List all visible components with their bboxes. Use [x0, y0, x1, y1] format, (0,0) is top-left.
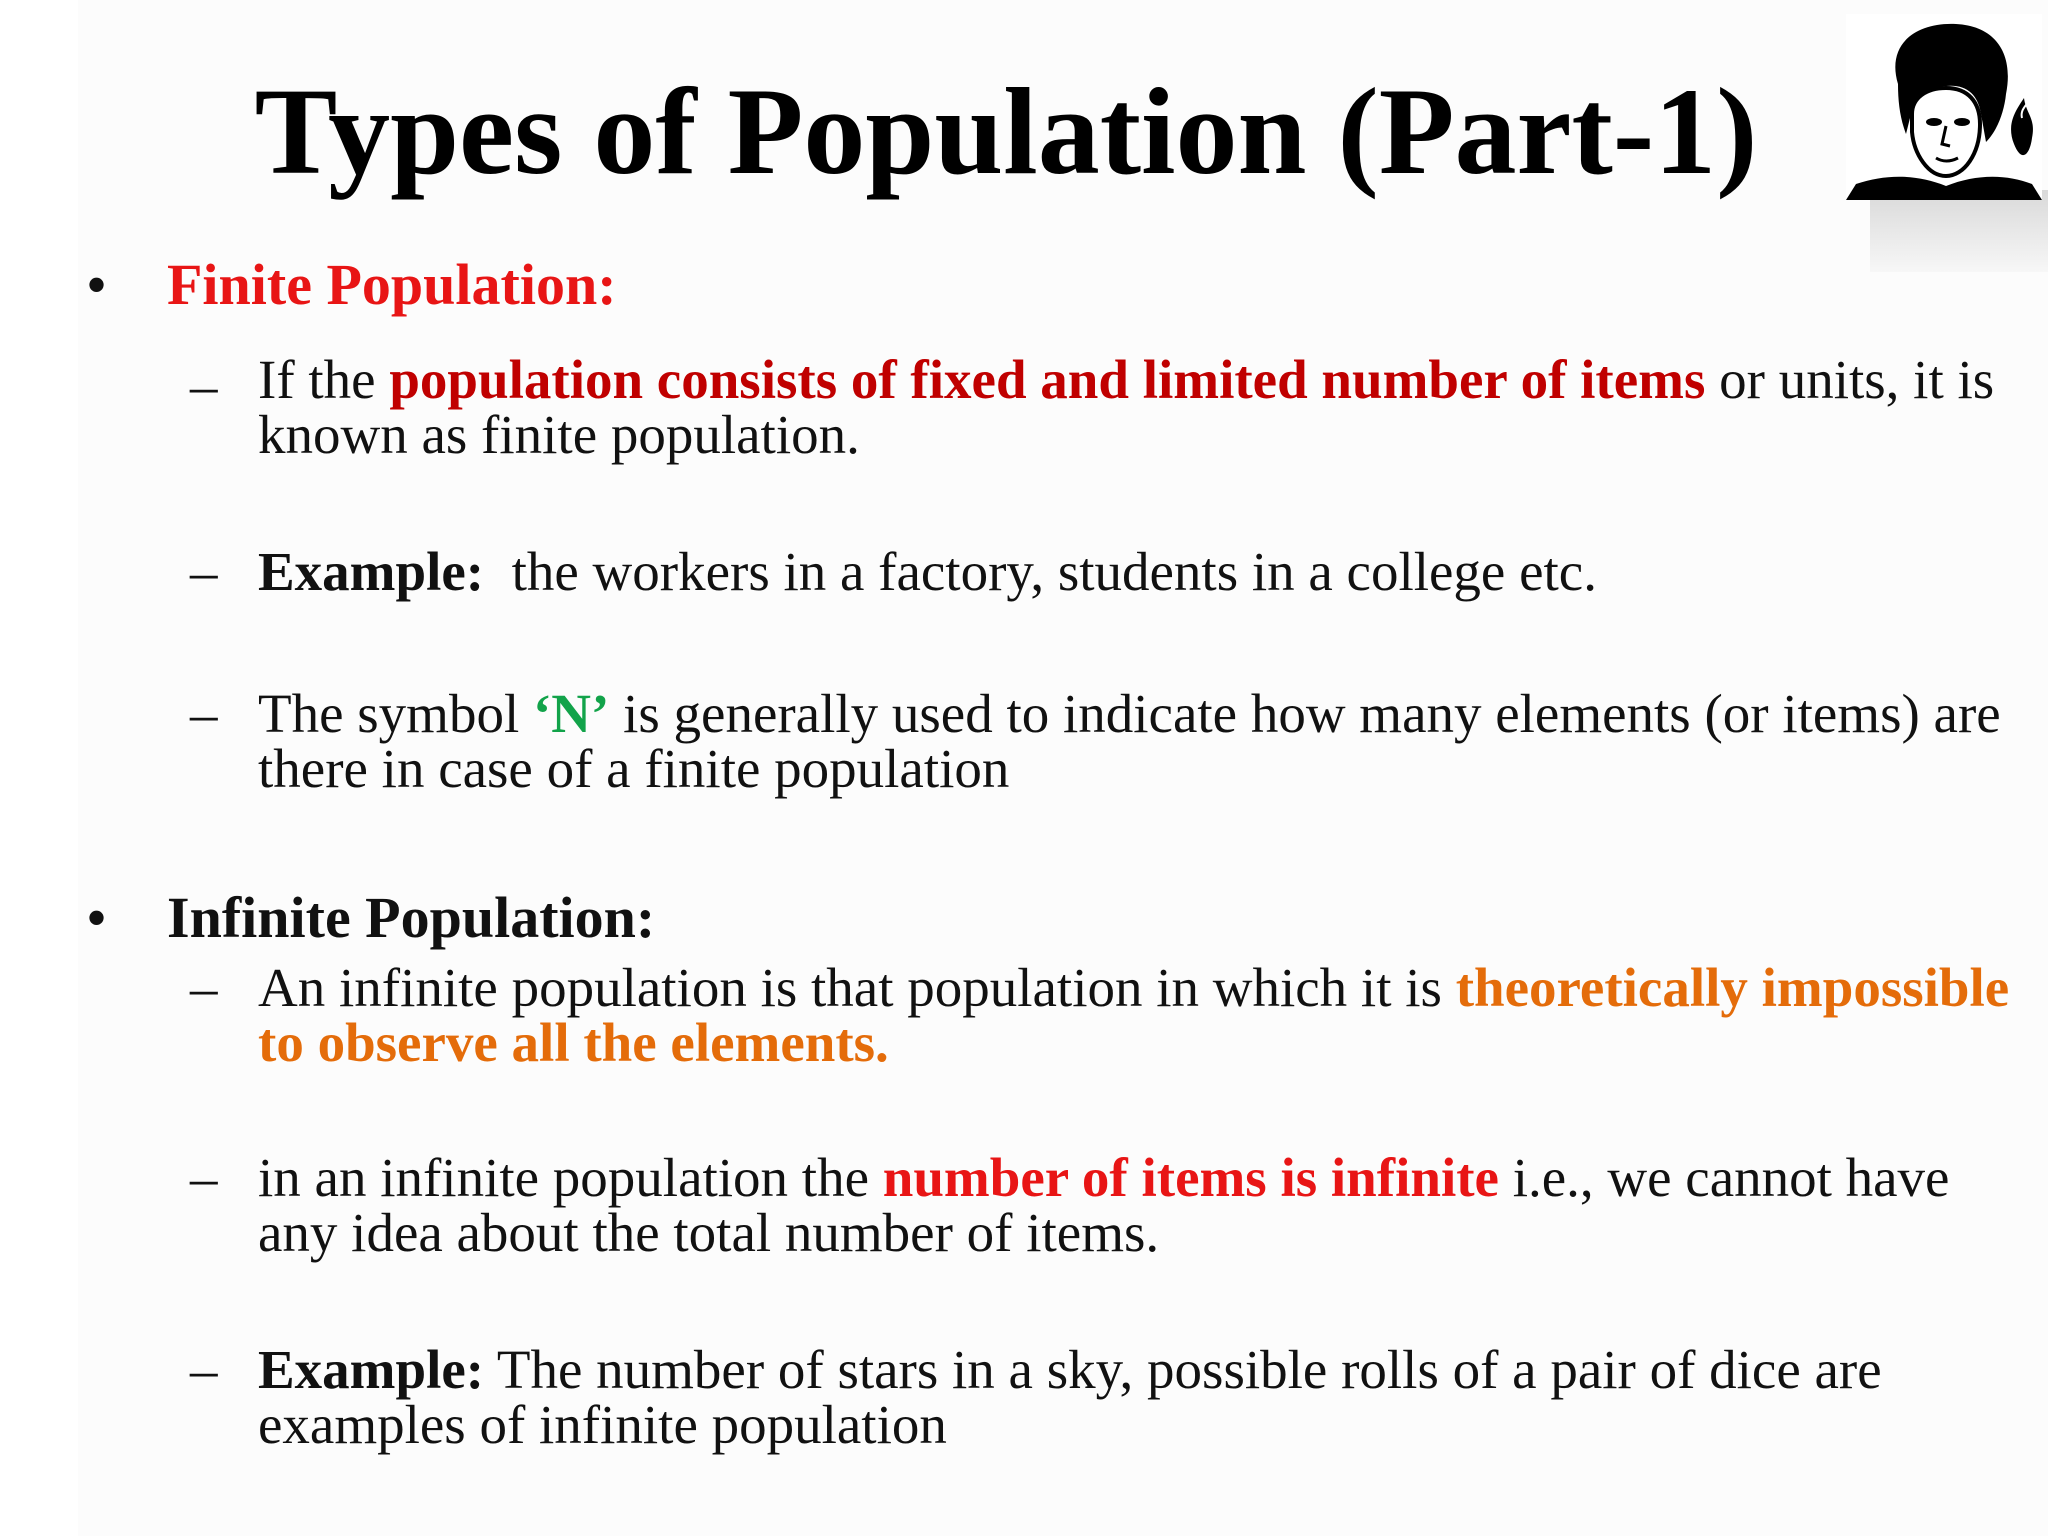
- symbol-n: ‘N’: [532, 683, 610, 744]
- infinite-example-label: Example:: [258, 1339, 485, 1400]
- infinite-heading: Infinite Population:: [167, 885, 656, 950]
- dash-finite-1: –: [190, 355, 218, 416]
- infinite-example: Example: The number of stars in a sky, possible rolls of a pair of dice are examples of infinite population: [258, 1339, 1896, 1455]
- finite-example: Example: the workers in a factory, students in a college etc.: [258, 541, 1597, 602]
- finite-example-label: Example:: [258, 541, 485, 602]
- finite-definition-highlight: population consists of fixed and limited number of items: [389, 349, 1706, 410]
- finite-symbol-note: The symbol ‘N’ is generally used to indicate how many elements (or items) are there in case of a finite population: [258, 683, 2001, 799]
- bullet-infinite: •: [86, 885, 108, 951]
- infinite-definition: An infinite population is that population in which it is theoretically impossible to observe all the elements.: [258, 957, 2010, 1073]
- dash-infinite-1: –: [190, 957, 218, 1018]
- infinite-items-highlight: number of items is infinite: [882, 1147, 1499, 1208]
- slide-title: Types of Population (Part-1): [254, 63, 1758, 200]
- dash-finite-2: –: [190, 541, 218, 602]
- finite-heading: Finite Population:: [167, 252, 617, 317]
- presenter-avatar-icon: [1846, 14, 2042, 200]
- avatar-shadow: [1870, 190, 2048, 272]
- dash-finite-3: –: [190, 683, 218, 744]
- dash-infinite-3: –: [190, 1339, 218, 1400]
- finite-definition: If the population consists of fixed and limited number of items or units, it is known as finite population.: [258, 349, 1995, 465]
- infinite-items-note: in an infinite population the number of items is infinite i.e., we cannot have any idea about the total number of items.: [258, 1147, 1950, 1263]
- dash-infinite-2: –: [190, 1147, 218, 1208]
- infinite-definition-highlight: theoretically impossible to observe all the elements.: [258, 957, 2010, 1073]
- bullet-finite: •: [86, 252, 108, 318]
